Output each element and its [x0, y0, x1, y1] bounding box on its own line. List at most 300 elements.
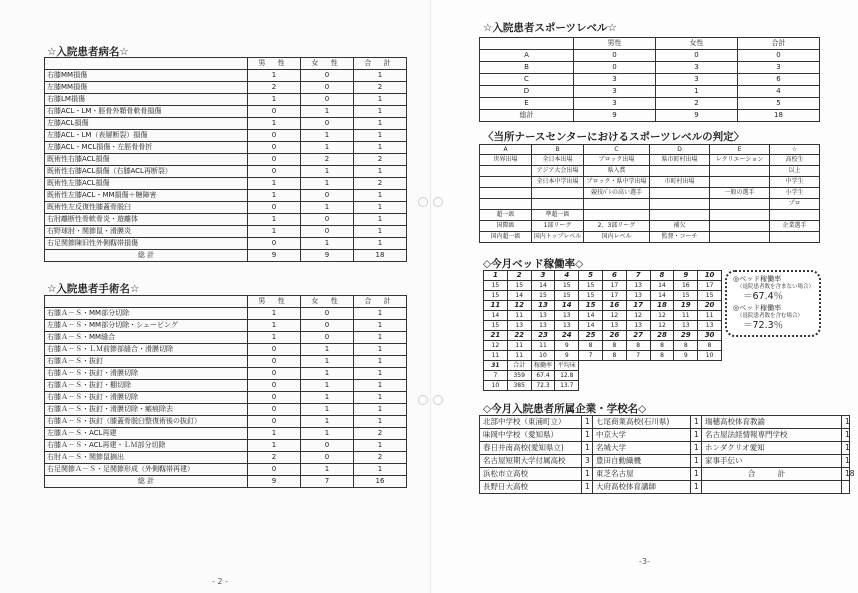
diagnosis-row	[45, 154, 407, 166]
sports-cell: 4	[738, 86, 820, 98]
affiliation-row	[480, 442, 850, 455]
bed-cell: 15	[507, 281, 531, 291]
total-cell: 1	[354, 190, 407, 202]
name-cell: 右足関節Ａ－Ｓ・足関節形成（外側靱帯再建）	[45, 464, 248, 476]
total-cell: 2	[354, 82, 407, 94]
surgery-row	[45, 464, 407, 476]
occupancy-value-2: ＝72.3％	[743, 319, 784, 331]
nurse-header-d: D	[650, 145, 710, 155]
bed-cell: 4	[555, 271, 579, 281]
diagnosis-row	[45, 106, 407, 118]
surgery-table	[44, 295, 407, 488]
bed-cell: 19	[674, 301, 698, 311]
sports-cell: 2	[656, 98, 738, 110]
nurse-cell	[480, 177, 532, 188]
name-cell: 右膝Ａ－Ｓ・抜釘・滑膜切除	[45, 392, 248, 404]
bed-cell: 6	[602, 271, 626, 281]
male-cell: 0	[248, 404, 301, 416]
nurse-cell	[480, 199, 532, 210]
bed-cell: 8	[579, 341, 603, 351]
diagnosis-row	[45, 94, 407, 106]
bed-cell: 15	[484, 321, 508, 331]
total-cell: 1	[354, 320, 407, 332]
affiliation-count: 1	[691, 455, 702, 468]
diagnosis-row	[45, 178, 407, 190]
sports-cell: 6	[738, 74, 820, 86]
nurse-header-b: B	[532, 145, 584, 155]
total-cell: 2	[354, 452, 407, 464]
affiliation-row	[480, 455, 850, 468]
total-cell: 1	[354, 214, 407, 226]
bed-cell: 12	[602, 311, 626, 321]
name-cell: 既術性右膝ACL損傷	[45, 154, 248, 166]
sports-cell: 18	[738, 110, 820, 122]
affiliation-row	[480, 429, 850, 442]
bed-cell: 13	[531, 301, 555, 311]
affiliation-name: 名城大学	[593, 442, 691, 455]
surgery-header-total: 合 計	[354, 296, 407, 308]
bed-cell: 15	[674, 291, 698, 301]
bed-cell: 8	[650, 271, 674, 281]
sports-cell: 9	[574, 110, 656, 122]
diagnosis-total-label: 総 計	[45, 250, 248, 262]
total-cell: 2	[354, 178, 407, 190]
bed-cell: 13	[555, 311, 579, 321]
diagnosis-header-female: 女 性	[301, 58, 354, 70]
sports-cell: 総計	[480, 110, 574, 122]
surgery-total-sum: 16	[354, 476, 407, 488]
bed-cell: 10	[698, 271, 722, 281]
page-number: -3-	[639, 557, 650, 566]
nurse-header-e: E	[710, 145, 770, 155]
nurse-cell	[770, 232, 820, 243]
name-cell: 右膝Ａ－Ｓ・抜釘・滑膜切除・瘢痕除去	[45, 404, 248, 416]
sports-cell: B	[480, 62, 574, 74]
bed-cell: 11	[507, 351, 531, 361]
male-cell: 0	[248, 368, 301, 380]
affiliation-count: 1	[691, 468, 702, 481]
affiliation-table	[479, 415, 855, 494]
affiliation-name: 北部中学校（東浦町立）	[480, 416, 582, 429]
affiliation-count: 18	[842, 468, 850, 481]
nurse-cell: 全日本中学出場	[532, 177, 584, 188]
affiliation-count: 1	[691, 442, 702, 455]
nurse-cell: 企業選手	[770, 221, 820, 232]
bed-cell: 13	[698, 321, 722, 331]
occupancy-value-1: ＝67.4％	[743, 291, 784, 303]
name-cell: 右膝Ａ－Ｓ・抜釘	[45, 356, 248, 368]
nurse-cell: 以上	[770, 166, 820, 177]
nurse-cell	[710, 199, 770, 210]
sports-cell: 3	[738, 62, 820, 74]
bed-cell: 15	[579, 301, 603, 311]
name-cell: 右膝Ａ－Ｓ・抜釘（膝蓋骨脱臼整復術後の抜釘）	[45, 416, 248, 428]
bed-cell: 14	[650, 281, 674, 291]
bed-cell: 10	[484, 381, 508, 391]
bed-summary-cell: 359	[507, 371, 531, 381]
bed-cell: 8	[602, 351, 626, 361]
affiliation-count: 1	[842, 429, 850, 442]
bed-cell: 9	[555, 351, 579, 361]
bed-r1-row	[484, 311, 722, 321]
bed-cell: 7	[626, 351, 650, 361]
occupancy-summary-box	[725, 270, 821, 337]
name-cell: 右膝Ａ－Ｓ・ACL再建・ＬＭ部分切除	[45, 440, 248, 452]
nurse-cell	[710, 177, 770, 188]
female-cell: 0	[301, 214, 354, 226]
total-cell: 1	[354, 440, 407, 452]
male-cell: 0	[248, 142, 301, 154]
nurse-cell	[532, 188, 584, 199]
bed-cell: 17	[698, 281, 722, 291]
bed-summary-cell: 12.8	[555, 371, 579, 381]
bed-cell: 14	[555, 301, 579, 311]
nurse-cell: プロ	[770, 199, 820, 210]
nurse-cell: アジア大会出場	[532, 166, 584, 177]
bed-cell: 13	[531, 311, 555, 321]
bed-cell: 11	[698, 311, 722, 321]
nurse-header-star: ☆	[770, 145, 820, 155]
diagnosis-table	[44, 57, 407, 262]
bed-cell: 8	[650, 341, 674, 351]
sports-cell: 3	[574, 74, 656, 86]
sports-cell: 3	[574, 86, 656, 98]
total-cell: 1	[354, 226, 407, 238]
male-cell: 1	[248, 214, 301, 226]
name-cell: 右膝ACL・LM・脛骨外顆骨軟骨損傷	[45, 106, 248, 118]
name-cell: 左膝MM損傷	[45, 82, 248, 94]
surgery-row	[45, 452, 407, 464]
female-cell: 0	[301, 70, 354, 82]
bed-cell: 15	[698, 291, 722, 301]
nurse-cell: 一般の選手	[710, 188, 770, 199]
name-cell: 右肘Ａ－Ｓ・関節鼠摘出	[45, 452, 248, 464]
affiliation-name	[702, 481, 842, 494]
bed-cell: 14	[484, 311, 508, 321]
name-cell: 既術性左膝ACL・MM損傷＋糖障害	[45, 190, 248, 202]
nurse-cell: 中学生	[770, 177, 820, 188]
total-cell: 1	[354, 356, 407, 368]
bed-cell: 17	[626, 301, 650, 311]
diagnosis-row	[45, 238, 407, 250]
sports-row	[480, 74, 820, 86]
bed-cell: 8	[650, 351, 674, 361]
total-cell: 1	[354, 392, 407, 404]
male-cell: 0	[248, 380, 301, 392]
female-cell: 0	[301, 82, 354, 94]
sports-cell: 0	[656, 50, 738, 62]
affiliation-count	[842, 481, 850, 494]
male-cell: 1	[248, 226, 301, 238]
bed-cell: 28	[650, 331, 674, 341]
surgery-header-blank	[45, 296, 248, 308]
bed-cell: 15	[579, 291, 603, 301]
total-cell: 1	[354, 404, 407, 416]
nurse-cell: 全日本出場	[532, 155, 584, 166]
binder-hole	[433, 395, 443, 405]
bed-r2-row	[484, 321, 722, 331]
bed-cell: 13	[674, 321, 698, 331]
bed-cell: 12	[507, 301, 531, 311]
nurse-cell	[770, 210, 820, 221]
female-cell: 1	[301, 344, 354, 356]
affiliation-name: 大府高校体育講師	[593, 481, 691, 494]
female-cell: 0	[301, 94, 354, 106]
bed-occupancy-table	[483, 270, 722, 391]
name-cell: 右肘離断性骨軟骨炎・遊離体	[45, 214, 248, 226]
bed-cell: 13	[531, 321, 555, 331]
bed-cell: 13	[626, 281, 650, 291]
affiliation-name: 名古屋法経情報専門学校	[702, 429, 842, 442]
affiliation-title: ◇今月入院患者所属企業・学校名◇	[483, 403, 647, 415]
sports-cell: 3	[656, 74, 738, 86]
bed-summary-cell: 72.3	[531, 381, 555, 391]
total-cell: 1	[354, 202, 407, 214]
bed-cell: 27	[626, 331, 650, 341]
male-cell: 0	[248, 344, 301, 356]
bed-cell: 18	[650, 301, 674, 311]
nurse-cell	[480, 166, 532, 177]
bed-cell: 21	[484, 331, 508, 341]
bed-cell: 1	[484, 271, 508, 281]
female-cell: 1	[301, 238, 354, 250]
sports-cell: 0	[738, 50, 820, 62]
female-cell: 0	[301, 452, 354, 464]
name-cell: 右膝Ａ－Ｓ・抜釘・滑膜切除	[45, 368, 248, 380]
affiliation-name: 中京大学	[593, 429, 691, 442]
total-cell: 1	[354, 368, 407, 380]
male-cell: 2	[248, 82, 301, 94]
female-cell: 0	[301, 332, 354, 344]
surgery-total-male: 9	[248, 476, 301, 488]
bed-cell: 24	[555, 331, 579, 341]
affiliation-name: 長野日大高校	[480, 481, 582, 494]
bed-cell: 9	[555, 341, 579, 351]
occupancy-label-2: ◎ベッド稼働率	[733, 303, 782, 312]
female-cell: 0	[301, 226, 354, 238]
affiliation-name: 豊田自動織機	[593, 455, 691, 468]
surgery-title: ☆入院患者手術名☆	[47, 283, 140, 295]
bed-cell: 14	[531, 281, 555, 291]
nurse-cell: 1部リーグ	[532, 221, 584, 232]
occupancy-label-1: ◎ベッド稼働率	[733, 275, 782, 283]
surgery-row	[45, 416, 407, 428]
male-cell: 1	[248, 320, 301, 332]
diagnosis-header-blank	[45, 58, 248, 70]
nurse-cell: 小学生	[770, 188, 820, 199]
name-cell: 既術性右膝ACL損傷（右膝ACL再断裂）	[45, 166, 248, 178]
affiliation-name: 合 計	[702, 468, 842, 481]
sports-level-table	[479, 37, 820, 122]
name-cell: 左膝Ａ－Ｓ・MM部分切除・シェービング	[45, 320, 248, 332]
nurse-cell: 国内トップレベル	[532, 232, 584, 243]
sports-cell: D	[480, 86, 574, 98]
sports-row	[480, 62, 820, 74]
nurse-cell: レクリエーション	[710, 155, 770, 166]
binder-hole	[418, 197, 428, 207]
female-cell: 1	[301, 404, 354, 416]
female-cell: 1	[301, 130, 354, 142]
female-cell: 0	[301, 308, 354, 320]
bed-cell: 13	[602, 321, 626, 331]
name-cell: 既術性左膝ACL損傷	[45, 178, 248, 190]
diagnosis-total-female: 9	[301, 250, 354, 262]
total-cell: 1	[354, 166, 407, 178]
occupancy-note-2: （退院患者数を含む場合）	[737, 312, 804, 319]
name-cell: 右膝Ａ－Ｓ・MM縫合	[45, 332, 248, 344]
affiliation-count: 3	[582, 455, 593, 468]
sports-header-cell: 合計	[738, 38, 820, 50]
surgery-row	[45, 404, 407, 416]
binder-hole	[433, 197, 443, 207]
female-cell: 2	[301, 154, 354, 166]
sports-title: ☆入院患者スポーツレベル☆	[483, 22, 617, 34]
name-cell: 右足関節陳旧性外側靱帯損傷	[45, 238, 248, 250]
bed-cell: 14	[579, 311, 603, 321]
diagnosis-row	[45, 166, 407, 178]
male-cell: 0	[248, 202, 301, 214]
bed-cell: 12	[484, 341, 508, 351]
bed-cell: 20	[698, 301, 722, 311]
name-cell: 左膝Ａ－Ｓ・ACL再建	[45, 428, 248, 440]
binder-hole	[418, 395, 428, 405]
male-cell: 1	[248, 308, 301, 320]
affiliation-name: 味岡中学校（愛知県）	[480, 429, 582, 442]
nurse-cell	[532, 199, 584, 210]
affiliation-name: 名古屋短期大学付属高校	[480, 455, 582, 468]
bed-summary-cell: 67.4	[531, 371, 555, 381]
bed-cell: 11	[484, 351, 508, 361]
bed-title: ◇今月ベッド稼働率◇	[483, 258, 584, 270]
nurse-header-c: C	[584, 145, 650, 155]
nurse-level-table	[479, 144, 820, 243]
nurse-cell: 県市町村出場	[650, 155, 710, 166]
total-cell: 1	[354, 332, 407, 344]
sports-cell: 3	[656, 62, 738, 74]
affiliation-count: 1	[842, 455, 850, 468]
male-cell: 1	[248, 118, 301, 130]
nurse-cell: 国内超一級	[480, 232, 532, 243]
bed-last-row	[484, 361, 722, 371]
surgery-row	[45, 368, 407, 380]
sports-cell: 9	[656, 110, 738, 122]
surgery-header-female: 女 性	[301, 296, 354, 308]
bed-r1-row	[484, 281, 722, 291]
male-cell: 1	[248, 178, 301, 190]
bed-cell: 11	[531, 341, 555, 351]
male-cell: 0	[248, 356, 301, 368]
surgery-total-label: 総 計	[45, 476, 248, 488]
diagnosis-row	[45, 214, 407, 226]
bed-cell: 12	[650, 321, 674, 331]
sports-cell: 1	[656, 86, 738, 98]
female-cell: 1	[301, 392, 354, 404]
sports-cell: E	[480, 98, 574, 110]
bed-cell: 11	[507, 341, 531, 351]
surgery-total-female: 7	[301, 476, 354, 488]
bed-cell: 8	[674, 341, 698, 351]
nurse-cell	[480, 188, 532, 199]
sports-cell: 0	[574, 50, 656, 62]
sports-header-row	[480, 38, 820, 50]
total-cell: 1	[354, 238, 407, 250]
female-cell: 1	[301, 106, 354, 118]
female-cell: 1	[301, 380, 354, 392]
bed-r1-row	[484, 341, 722, 351]
bed-r2-row	[484, 291, 722, 301]
bed-cell: 9	[674, 351, 698, 361]
diagnosis-total-male: 9	[248, 250, 301, 262]
bed-cell: 11	[484, 301, 508, 311]
female-cell: 1	[301, 356, 354, 368]
page-number: - 2 -	[212, 577, 228, 586]
bed-cell: 29	[674, 331, 698, 341]
nurse-cell	[650, 210, 710, 221]
male-cell: 0	[248, 392, 301, 404]
nurse-cell: 国際級	[480, 221, 532, 232]
bed-cell: 11	[674, 311, 698, 321]
sports-header-cell	[480, 38, 574, 50]
affiliation-name: 浜松市立高校	[480, 468, 582, 481]
diagnosis-row	[45, 226, 407, 238]
bed-cell: 13	[626, 321, 650, 331]
female-cell: 1	[301, 428, 354, 440]
nurse-cell: ブロック出場	[584, 155, 650, 166]
bed-cell: 13	[507, 321, 531, 331]
total-cell: 2	[354, 154, 407, 166]
bed-cell: 12	[626, 311, 650, 321]
total-cell: 1	[354, 130, 407, 142]
bed-cell: 22	[507, 331, 531, 341]
surgery-row	[45, 392, 407, 404]
diagnosis-row	[45, 70, 407, 82]
bed-summary-header: 平均床	[555, 361, 579, 371]
bed-cell: 8	[602, 341, 626, 351]
sports-row	[480, 110, 820, 122]
nurse-cell: 準超一級	[532, 210, 584, 221]
name-cell: 右膝Ａ－Ｓ・MM部分切除	[45, 308, 248, 320]
male-cell: 1	[248, 190, 301, 202]
total-cell: 1	[354, 70, 407, 82]
occupancy-note-1: （退院患者数を含まない場合）	[737, 284, 815, 291]
bed-cell: 3	[531, 271, 555, 281]
male-cell: 0	[248, 238, 301, 250]
bed-cell: 30	[698, 331, 722, 341]
male-cell: 0	[248, 166, 301, 178]
male-cell: 0	[248, 464, 301, 476]
surgery-row	[45, 428, 407, 440]
female-cell: 0	[301, 440, 354, 452]
affiliation-count: 1	[842, 442, 850, 455]
name-cell: 左膝ACL・MCL損傷・左脛骨骨折	[45, 142, 248, 154]
surgery-row	[45, 332, 407, 344]
affiliation-row	[480, 468, 850, 481]
bed-cell: 25	[579, 331, 603, 341]
nurse-cell	[710, 221, 770, 232]
bed-cell: 14	[579, 321, 603, 331]
bed-summary-header: 稼働率	[531, 361, 555, 371]
female-cell: 1	[301, 202, 354, 214]
surgery-header-male: 男 性	[248, 296, 301, 308]
bed-cell: 12	[650, 311, 674, 321]
diagnosis-row	[45, 142, 407, 154]
bed-cell: 5	[579, 271, 603, 281]
diagnosis-row	[45, 82, 407, 94]
bed-cell: 2	[507, 271, 531, 281]
surgery-row	[45, 344, 407, 356]
female-cell: 1	[301, 464, 354, 476]
bed-summary-cell: 385	[507, 381, 531, 391]
